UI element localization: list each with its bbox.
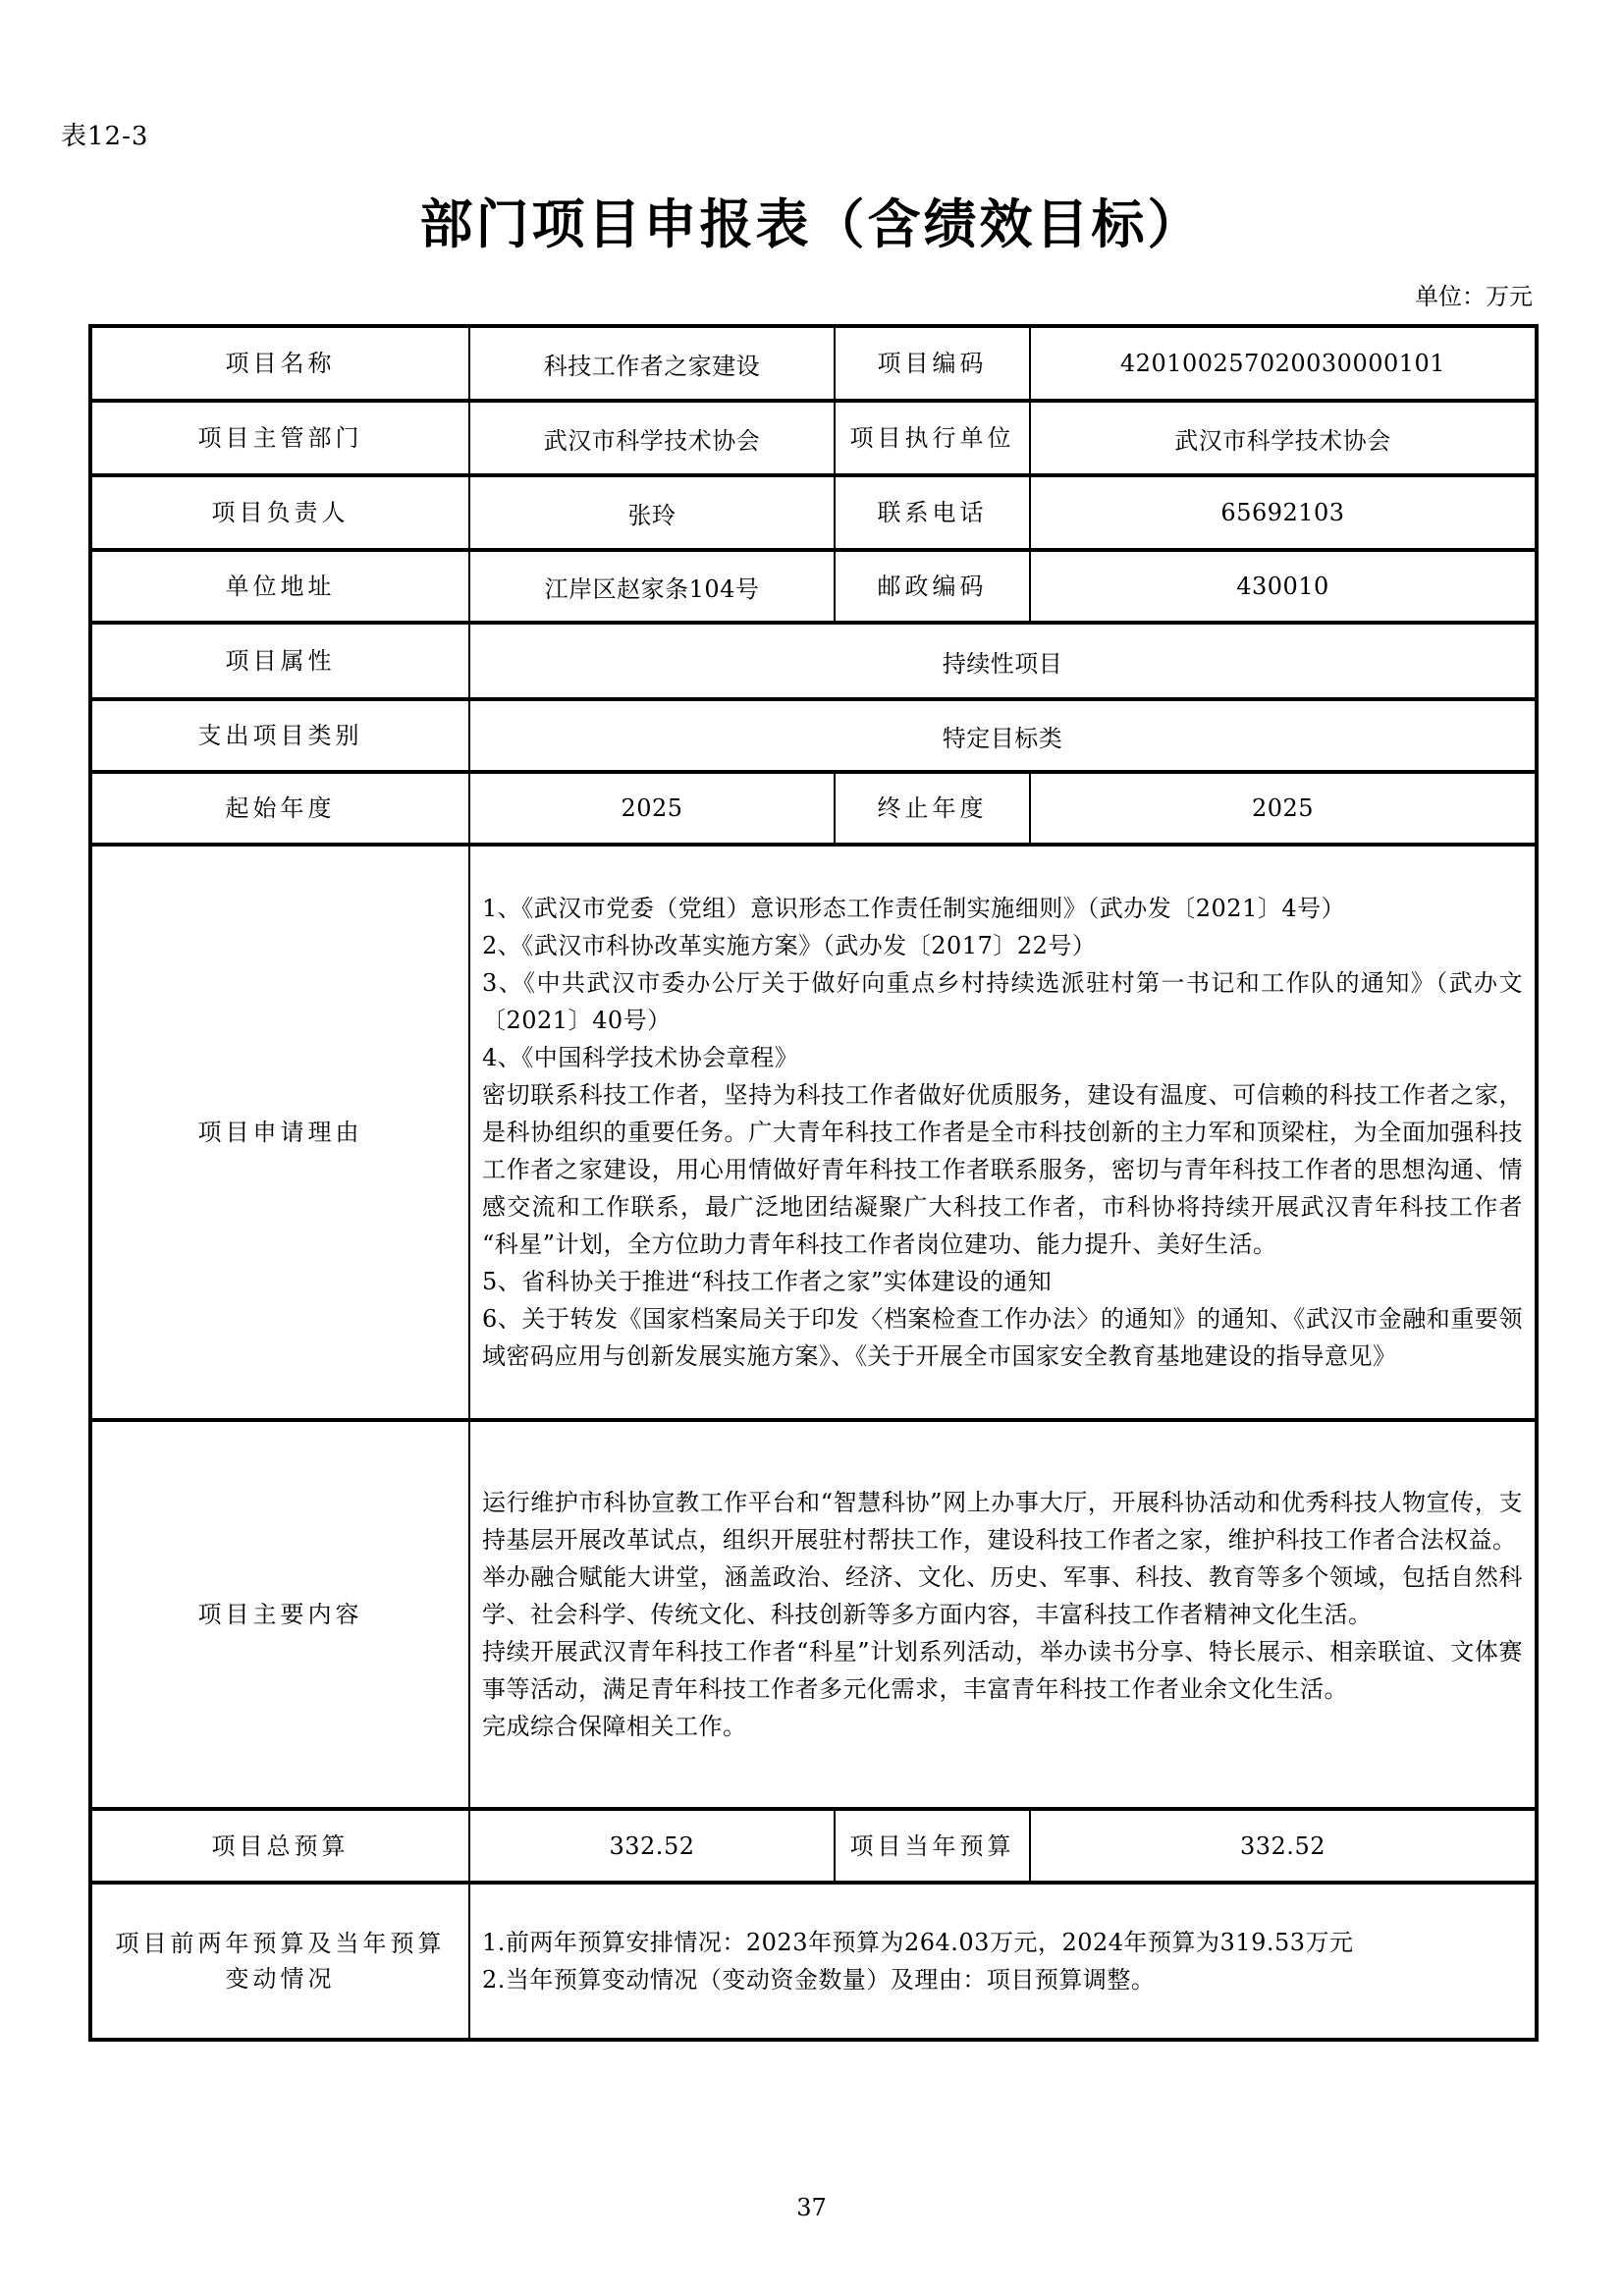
project-attribute-value: 持续性项目 bbox=[469, 623, 1537, 699]
contact-phone-value: 65692103 bbox=[1030, 475, 1537, 550]
total-budget-label: 项目总预算 bbox=[90, 1809, 469, 1883]
table-row bbox=[90, 1883, 1537, 2040]
budget-change-text: 1.前两年预算安排情况：2023年预算为264.03万元，2024年预算为319.53万元 2.当年预算变动情况（变动资金数量）及理由：项目预算调整。 bbox=[469, 1883, 1537, 2040]
start-year-label: 起始年度 bbox=[90, 772, 469, 845]
supervising-department-label: 项目主管部门 bbox=[90, 401, 469, 475]
project-leader-value: 张玲 bbox=[469, 475, 835, 550]
project-code-label: 项目编码 bbox=[835, 326, 1030, 401]
table-row bbox=[90, 699, 1537, 772]
table-row bbox=[90, 401, 1537, 475]
supervising-department-value: 武汉市科学技术协会 bbox=[469, 401, 835, 475]
unit-address-value: 江岸区赵家条104号 bbox=[469, 550, 835, 623]
table-row bbox=[90, 475, 1537, 550]
project-name-value: 科技工作者之家建设 bbox=[469, 326, 835, 401]
end-year-label: 终止年度 bbox=[835, 772, 1030, 845]
table-row bbox=[90, 550, 1537, 623]
executing-unit-label: 项目执行单位 bbox=[835, 401, 1030, 475]
project-leader-label: 项目负责人 bbox=[90, 475, 469, 550]
page-number: 37 bbox=[796, 2194, 827, 2221]
project-application-table bbox=[88, 324, 1539, 2042]
application-reason-text: 1、《武汉市党委（党组）意识形态工作责任制实施细则》（武办发〔2021〕4号） 2、《武汉市科协改革实施方案》（武办发〔2017〕22号） 3、《中共武汉市委办公厅关于做好向重点乡村持续选派驻村第一书记和工作队的通知》（武办文〔2021〕40号） 4、《中国科学技术协会章程》 密切联系科技工作者，坚持为科技工作者做好优质服务，建设有温度、可信赖的科技工作者之家，是科协组织的重要任务。广大青年科技工作者是全市科技创新的主力军和顶梁柱，为全面加强科技工作者之家建设，用心用情做好青年科技工作者联系服务，密切与青年科技工作者的思想沟通、情感交流和工作联系，最广泛地团结凝聚广大科技工作者，市科协将持续开展武汉青年科技工作者“科星”计划，全方位助力青年科技工作者岗位建功、能力提升、美好生活。 5、省科协关于推进“科技工作者之家”实体建设的通知 6、关于转发《国家档案局关于印发〈档案检查工作办法〉的通知》的通知、《武汉市金融和重要领域密码应用与创新发展实施方案》、《关于开展全市国家安全教育基地建设的指导意见》 bbox=[469, 845, 1537, 1420]
postal-code-label: 邮政编码 bbox=[835, 550, 1030, 623]
current-year-budget-label: 项目当年预算 bbox=[835, 1809, 1030, 1883]
main-content-text: 运行维护市科协宣教工作平台和“智慧科协”网上办事大厅，开展科协活动和优秀科技人物宣传，支持基层开展改革试点，组织开展驻村帮扶工作，建设科技工作者之家，维护科技工作者合法权益。 举办融合赋能大讲堂，涵盖政治、经济、文化、历史、军事、科技、教育等多个领域，包括自然科学、社会科学、传统文化、科技创新等多方面内容，丰富科技工作者精神文化生活。 持续开展武汉青年科技工作者“科星”计划系列活动，举办读书分享、特长展示、相亲联谊、文体赛事等活动，满足青年科技工作者多元化需求，丰富青年科技工作者业余文化生活。 完成综合保障相关工作。 bbox=[469, 1420, 1537, 1809]
main-content-label: 项目主要内容 bbox=[90, 1420, 469, 1809]
table-row bbox=[90, 772, 1537, 845]
table-row bbox=[90, 1809, 1537, 1883]
page-title: 部门项目申报表（含绩效目标） bbox=[419, 192, 1204, 255]
table-row bbox=[90, 326, 1537, 401]
table-row bbox=[90, 1420, 1537, 1809]
expenditure-category-value: 特定目标类 bbox=[469, 699, 1537, 772]
table-row bbox=[90, 623, 1537, 699]
executing-unit-value: 武汉市科学技术协会 bbox=[1030, 401, 1537, 475]
start-year-value: 2025 bbox=[469, 772, 835, 845]
contact-phone-label: 联系电话 bbox=[835, 475, 1030, 550]
application-reason-label: 项目申请理由 bbox=[90, 845, 469, 1420]
project-attribute-label: 项目属性 bbox=[90, 623, 469, 699]
current-year-budget-value: 332.52 bbox=[1030, 1809, 1537, 1883]
end-year-value: 2025 bbox=[1030, 772, 1537, 845]
unit-note: 单位：万元 bbox=[1415, 283, 1533, 310]
unit-address-label: 单位地址 bbox=[90, 550, 469, 623]
postal-code-value: 430010 bbox=[1030, 550, 1537, 623]
expenditure-category-label: 支出项目类别 bbox=[90, 699, 469, 772]
project-code-value: 420100257020030000101 bbox=[1030, 326, 1537, 401]
project-name-label: 项目名称 bbox=[90, 326, 469, 401]
budget-change-label: 项目前两年预算及当年预算 变动情况 bbox=[90, 1883, 469, 2040]
form-code: 表12-3 bbox=[61, 122, 149, 151]
table-row bbox=[90, 845, 1537, 1420]
total-budget-value: 332.52 bbox=[469, 1809, 835, 1883]
